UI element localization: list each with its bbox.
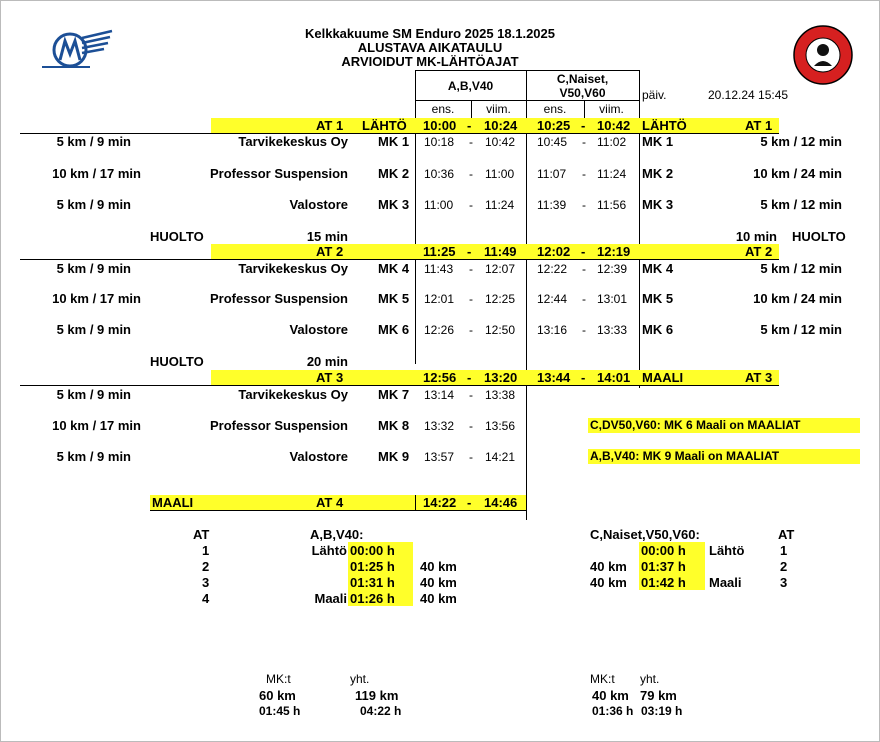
mk4-sponsor: Tarvikekeskus Oy — [238, 261, 348, 276]
mk3-a1: 11:00 — [424, 198, 454, 212]
mk9-left: 5 km / 9 min — [56, 449, 131, 464]
huolto2-time: 20 min — [306, 354, 348, 369]
mk2-right: 10 km / 24 min — [753, 166, 842, 181]
at1-label: AT 1 — [316, 118, 344, 133]
smk-logo — [38, 28, 114, 72]
summary-right-title: C,Naiset,V50,V60: — [590, 527, 700, 542]
sum-l-n2: 2 — [202, 559, 210, 574]
huolto1-right-time: 10 min — [735, 229, 777, 244]
page-title: Kelkkakuume SM Enduro 2025 18.1.2025 — [304, 26, 555, 41]
at1-c2: 10:42 — [597, 118, 631, 133]
dash: - — [581, 118, 586, 133]
at3-c2: 14:01 — [597, 370, 631, 385]
at3-label: AT 3 — [316, 370, 344, 385]
mk4-rmk: MK 4 — [642, 261, 674, 276]
at2-label: AT 2 — [316, 244, 344, 259]
mk8-label: MK 8 — [378, 418, 410, 433]
at3-rlabel: MAALI — [642, 370, 684, 385]
huolto1-time: 15 min — [306, 229, 348, 244]
mk2-a1: 10:36 — [424, 167, 455, 181]
mk8-left: 10 km / 17 min — [52, 418, 141, 433]
at1-rlabel: LÄHTÖ — [642, 118, 687, 133]
huolto1-rlabel: HUOLTO — [792, 229, 846, 244]
at4-a1: 14:22 — [423, 495, 457, 510]
tot-l-mk-time: 01:45 h — [259, 704, 301, 718]
dash: - — [582, 167, 586, 181]
at1-c1: 10:25 — [537, 118, 571, 133]
mk1-sponsor: Tarvikekeskus Oy — [238, 134, 348, 149]
sum-l-km2: 40 km — [420, 559, 457, 574]
sum-r-time2: 01:37 h — [641, 559, 686, 574]
mk5-a2: 12:25 — [485, 292, 516, 306]
mk1-label: MK 1 — [378, 134, 410, 149]
sum-l-label1: Lähtö — [311, 543, 347, 558]
sum-l-time3: 01:31 h — [350, 575, 395, 590]
huolto1-label: HUOLTO — [150, 229, 204, 244]
at1-sub: LÄHTÖ — [362, 118, 407, 133]
tot-r-mk-time: 01:36 h — [592, 704, 634, 718]
note2: A,B,V40: MK 9 Maali on MAALIAT — [590, 449, 780, 463]
tot-l-mk-label: MK:t — [266, 672, 291, 686]
at3-c1: 13:44 — [537, 370, 571, 385]
mk7-left: 5 km / 9 min — [56, 387, 131, 402]
mk3-left: 5 km / 9 min — [56, 197, 131, 212]
sum-l-n1: 1 — [202, 543, 210, 558]
mk6-left: 5 km / 9 min — [56, 322, 131, 337]
mk4-a2: 12:07 — [485, 262, 516, 276]
mk4-c1: 12:22 — [537, 262, 568, 276]
at2-a2: 11:49 — [484, 244, 517, 259]
mk5-a1: 12:01 — [424, 292, 455, 306]
mk1-c1: 10:45 — [537, 135, 568, 149]
dash: - — [469, 292, 473, 306]
mk4-right: 5 km / 12 min — [760, 261, 842, 276]
sum-l-time2: 01:25 h — [350, 559, 395, 574]
sum-l-km4: 40 km — [420, 591, 457, 606]
sum-l-km3: 40 km — [420, 575, 457, 590]
mk6-a1: 12:26 — [424, 323, 455, 337]
page-subtitle-2: ARVIOIDUT MK-LÄHTÖAJAT — [341, 54, 519, 69]
dash: - — [469, 262, 473, 276]
tot-r-mk-label: MK:t — [590, 672, 615, 686]
dash: - — [469, 450, 473, 464]
mk3-rmk: MK 3 — [642, 197, 674, 212]
page-subtitle: ALUSTAVA AIKATAULU — [357, 40, 503, 55]
col-group-abv40: A,B,V40 — [447, 79, 494, 93]
mk6-label: MK 6 — [378, 322, 410, 337]
dash: - — [582, 135, 586, 149]
col-first-a: ens. — [431, 102, 455, 116]
dash: - — [469, 167, 473, 181]
mk6-sponsor: Valostore — [289, 322, 348, 337]
mk1-a1: 10:18 — [424, 135, 455, 149]
tot-l-yht-time: 04:22 h — [360, 704, 402, 718]
right-logo-text — [792, 0, 854, 1]
sum-r-km3: 40 km — [590, 575, 627, 590]
mk8-sponsor: Professor Suspension — [210, 418, 348, 433]
tot-l-yht-km: 119 km — [355, 688, 399, 703]
dash: - — [467, 370, 472, 385]
summary-at-label: AT — [193, 527, 210, 542]
tot-r-mk-km: 40 km — [592, 688, 629, 703]
dash: - — [469, 198, 473, 212]
sum-r-time3: 01:42 h — [641, 575, 686, 590]
mk3-right: 5 km / 12 min — [760, 197, 842, 212]
mk6-rmk: MK 6 — [642, 322, 674, 337]
at3-ratl: AT 3 — [745, 370, 773, 385]
mk4-a1: 11:43 — [424, 262, 454, 276]
at1-a2: 10:24 — [484, 118, 518, 133]
sum-r-label3: Maali — [709, 575, 742, 590]
at3-a1: 12:56 — [423, 370, 457, 385]
mk6-c2: 13:33 — [597, 323, 628, 337]
dash: - — [467, 495, 472, 510]
mk5-label: MK 5 — [378, 291, 410, 306]
mk7-sponsor: Tarvikekeskus Oy — [238, 387, 348, 402]
mk7-a2: 13:38 — [485, 388, 516, 402]
mk4-left: 5 km / 9 min — [56, 261, 131, 276]
mk3-c2: 11:56 — [597, 198, 627, 212]
mk1-rmk: MK 1 — [642, 134, 674, 149]
mk9-label: MK 9 — [378, 449, 410, 464]
dash: - — [467, 244, 472, 259]
mk2-c1: 11:07 — [537, 167, 567, 181]
mk1-right: 5 km / 12 min — [760, 134, 842, 149]
sum-r-label1: Lähtö — [709, 543, 745, 558]
mk2-left: 10 km / 17 min — [52, 166, 141, 181]
sum-r-km2: 40 km — [590, 559, 627, 574]
mk4-c2: 12:39 — [597, 262, 628, 276]
mk2-label: MK 2 — [378, 166, 410, 181]
sum-l-n4: 4 — [202, 591, 210, 606]
mk3-c1: 11:39 — [537, 198, 567, 212]
dash: - — [467, 118, 472, 133]
dash: - — [469, 323, 473, 337]
mk5-c2: 13:01 — [597, 292, 628, 306]
mk2-sponsor: Professor Suspension — [210, 166, 348, 181]
col-first-c: ens. — [543, 102, 567, 116]
mk6-a2: 12:50 — [485, 323, 516, 337]
col-last-a: viim. — [486, 102, 511, 116]
sum-r-n1: 1 — [780, 543, 788, 558]
sum-l-label4: Maali — [314, 591, 347, 606]
summary-left-title: A,B,V40: — [310, 527, 364, 542]
dash: - — [582, 198, 586, 212]
huolto2-label: HUOLTO — [150, 354, 204, 369]
at4-a2: 14:46 — [484, 495, 518, 510]
col-group-cnaiset: C,Naiset, — [556, 72, 609, 86]
mk2-a2: 11:00 — [485, 167, 515, 181]
mk5-left: 10 km / 17 min — [52, 291, 141, 306]
col-group-v50v60: V50,V60 — [559, 86, 606, 100]
mk1-c2: 11:02 — [597, 135, 627, 149]
mk2-c2: 11:24 — [597, 167, 627, 181]
mk6-right: 5 km / 12 min — [760, 322, 842, 337]
at2-c2: 12:19 — [597, 244, 631, 259]
tot-l-mk-km: 60 km — [259, 688, 296, 703]
mk8-a2: 13:56 — [485, 419, 516, 433]
at2-a1: 11:25 — [423, 244, 456, 259]
tot-r-yht-km: 79 km — [640, 688, 677, 703]
mk9-sponsor: Valostore — [289, 449, 348, 464]
tot-r-yht-time: 03:19 h — [641, 704, 683, 718]
mk7-a1: 13:14 — [424, 388, 455, 402]
dash: - — [582, 323, 586, 337]
mk9-a2: 14:21 — [485, 450, 516, 464]
dash: - — [582, 292, 586, 306]
dash: - — [469, 419, 473, 433]
dash: - — [581, 370, 586, 385]
at1-ratl: AT 1 — [745, 118, 773, 133]
at4-maali: MAALI — [152, 495, 194, 510]
at4-label: AT 4 — [316, 495, 344, 510]
mk4-label: MK 4 — [378, 261, 410, 276]
sum-l-time1: 00:00 h — [350, 543, 395, 558]
mk5-right: 10 km / 24 min — [753, 291, 842, 306]
sum-l-n3: 3 — [202, 575, 210, 590]
sum-r-n3: 3 — [780, 575, 788, 590]
date-value: 20.12.24 15:45 — [708, 88, 789, 102]
at2-ratl: AT 2 — [745, 244, 773, 259]
mk3-a2: 11:24 — [485, 198, 515, 212]
dash: - — [582, 262, 586, 276]
note1: C,DV50,V60: MK 6 Maali on MAALIAT — [590, 418, 801, 432]
date-label: päiv. — [642, 88, 667, 102]
mk3-label: MK 3 — [378, 197, 410, 212]
at3-a2: 13:20 — [484, 370, 518, 385]
sum-r-n2: 2 — [780, 559, 788, 574]
mk5-c1: 12:44 — [537, 292, 568, 306]
dash: - — [469, 135, 473, 149]
oulun-moottorikerho-logo — [792, 24, 854, 86]
tot-r-yht-label: yht. — [640, 672, 660, 686]
mk9-a1: 13:57 — [424, 450, 455, 464]
at1-a1: 10:00 — [423, 118, 457, 133]
mk7-label: MK 7 — [378, 387, 410, 402]
sum-r-time1: 00:00 h — [641, 543, 686, 558]
tot-l-yht-label: yht. — [350, 672, 370, 686]
mk8-a1: 13:32 — [424, 419, 455, 433]
mk6-c1: 13:16 — [537, 323, 568, 337]
mk5-sponsor: Professor Suspension — [210, 291, 348, 306]
dash: - — [581, 244, 586, 259]
at2-c1: 12:02 — [537, 244, 571, 259]
summary-right-at: AT — [778, 527, 795, 542]
mk1-a2: 10:42 — [485, 135, 516, 149]
mk1-left: 5 km / 9 min — [56, 134, 131, 149]
sum-l-time4: 01:26 h — [350, 591, 395, 606]
mk2-rmk: MK 2 — [642, 166, 674, 181]
mk5-rmk: MK 5 — [642, 291, 674, 306]
dash: - — [469, 388, 473, 402]
col-last-c: viim. — [599, 102, 624, 116]
mk3-sponsor: Valostore — [289, 197, 348, 212]
